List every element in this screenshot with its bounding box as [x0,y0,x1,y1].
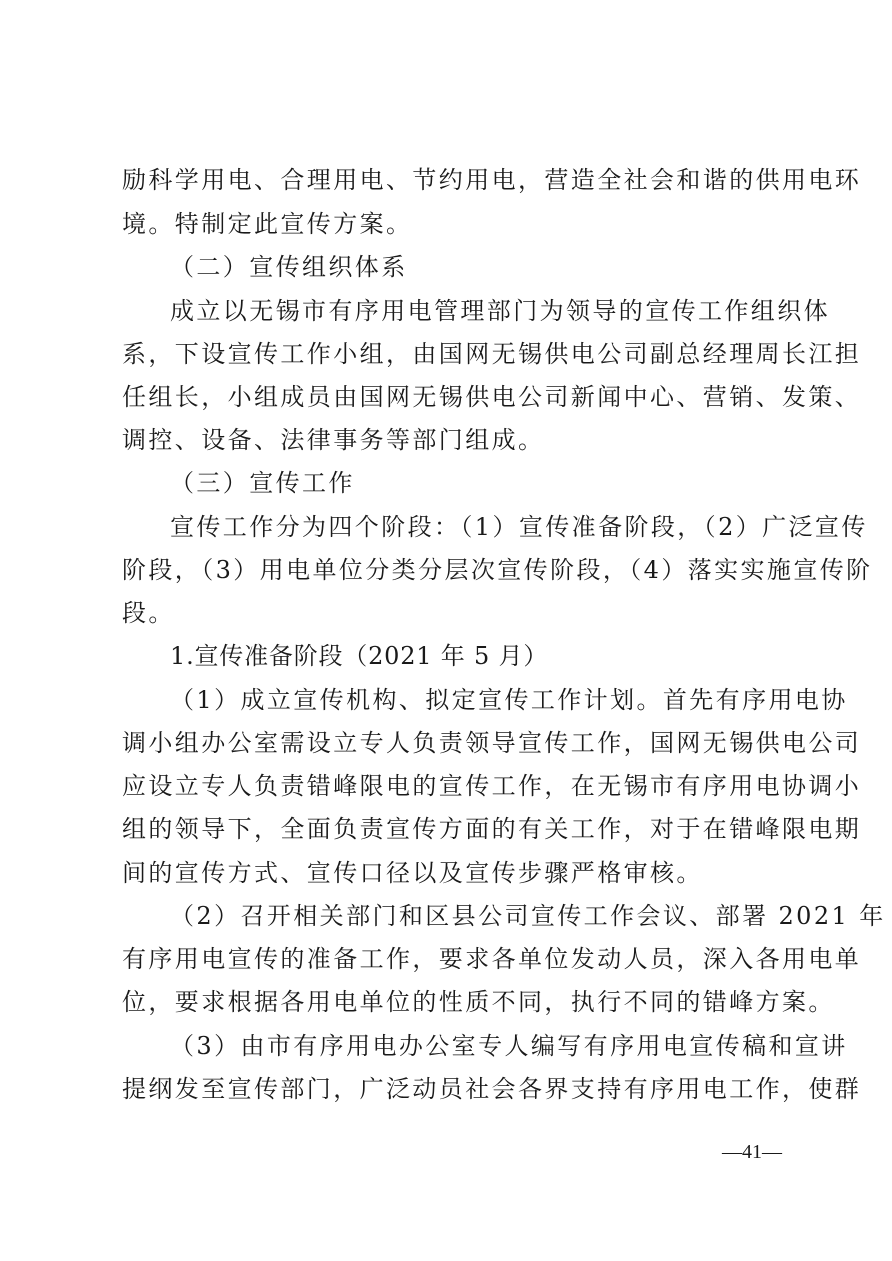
text-line: 提纲发至宣传部门，广泛动员社会各界支持有序用电工作，使群 [122,1075,862,1103]
text-line: （2）召开相关部门和区县公司宣传工作会议、部署 2021 年 [170,902,886,930]
text-line: 境。特制定此宣传方案。 [122,210,413,238]
text-line: 段。 [122,599,175,627]
text-line: 组的领导下，全面负责宣传方面的有关工作，对于在错峰限电期 [122,815,862,843]
text-line: 应设立专人负责错峰限电的宣传工作，在无锡市有序用电协调小 [122,772,862,800]
text-line: （1）成立宣传机构、拟定宣传工作计划。首先有序用电协 [170,686,848,714]
text-line: 调控、设备、法律事务等部门组成。 [122,426,545,454]
text-line: 调小组办公室需设立专人负责领导宣传工作，国网无锡供电公司 [122,729,862,757]
subsection-heading: 1.宣传准备阶段（2021 年 5 月） [170,642,549,670]
text-line: 任组长，小组成员由国网无锡供电公司新闻中心、营销、发策、 [122,383,862,411]
text-line: 有序用电宣传的准备工作，要求各单位发动人员，深入各用电单 [122,945,862,973]
text-line: 系，下设宣传工作小组，由国网无锡供电公司副总经理周长江担 [122,340,862,368]
text-line: 间的宣传方式、宣传口径以及宣传步骤严格审核。 [122,859,703,887]
text-line: 励科学用电、合理用电、节约用电，营造全社会和谐的供用电环 [122,166,862,194]
page-number: —41— [722,1141,782,1163]
text-line: （3）由市有序用电办公室专人编写有序用电宣传稿和宣讲 [170,1032,848,1060]
section-heading: （二）宣传组织体系 [170,253,408,281]
text-line: 宣传工作分为四个阶段：（1）宣传准备阶段，（2）广泛宣传 [170,513,868,541]
text-line: 位，要求根据各用电单位的性质不同，执行不同的错峰方案。 [122,988,835,1016]
section-heading: （三）宣传工作 [170,469,355,497]
text-line: 阶段，（3）用电单位分类分层次宣传阶段，（4）落实实施宣传阶 [122,556,873,584]
text-line: 成立以无锡市有序用电管理部门为领导的宣传工作组织体 [170,297,830,325]
